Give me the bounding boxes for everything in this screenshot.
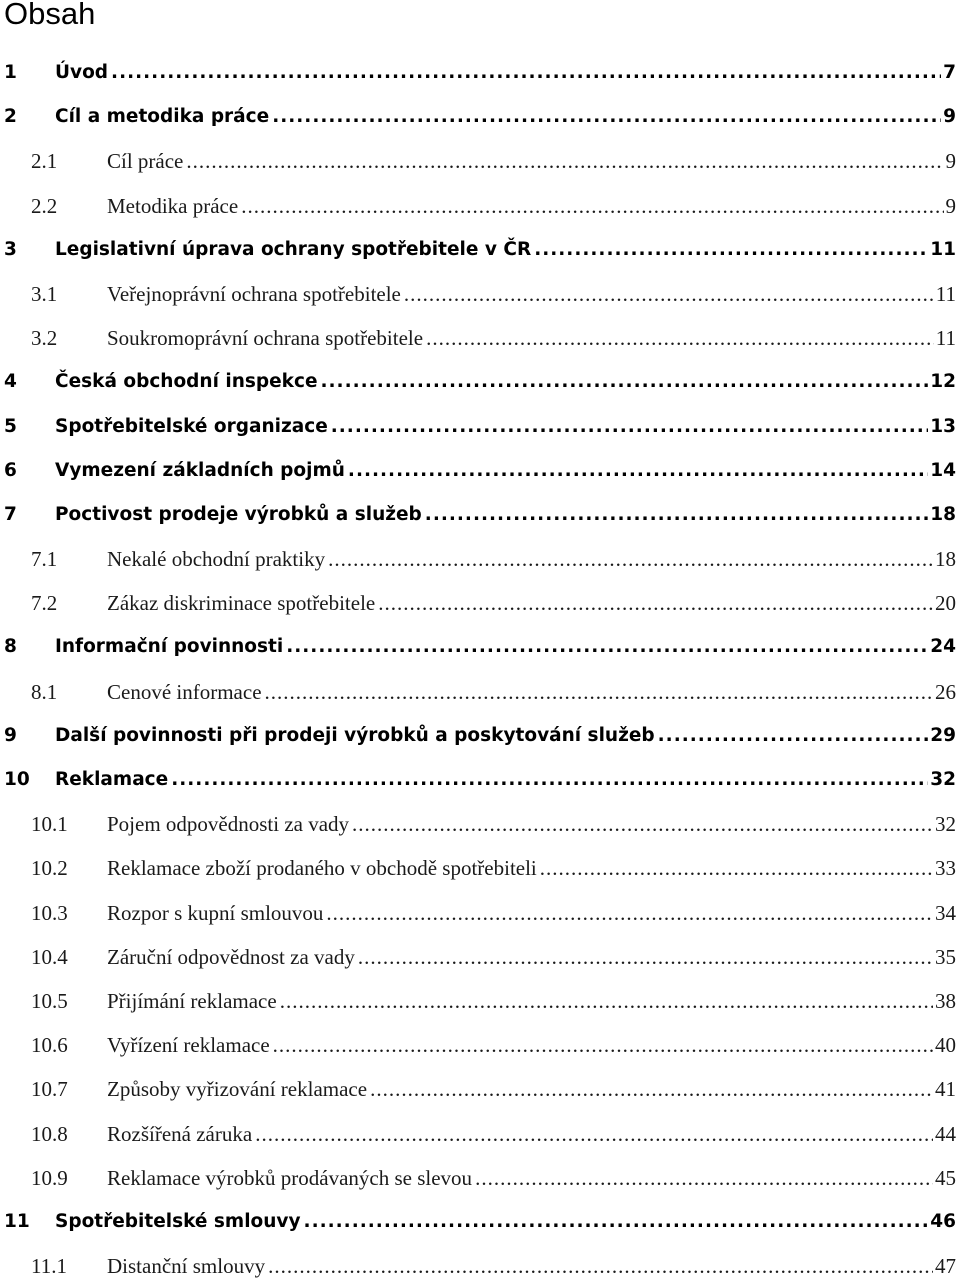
toc-entry-label: Soukromoprávní ochrana spotřebitele (107, 316, 426, 360)
toc-chapter-entry[interactable] (0, 449, 960, 493)
toc-entry-label: Informační povinnosti (55, 625, 286, 669)
toc-section-entry[interactable] (0, 1023, 960, 1067)
toc-entry-page-number: 11 (934, 272, 960, 316)
toc-entry-number: 7.2 (0, 581, 107, 625)
toc-entry-number: 10.4 (0, 935, 107, 979)
toc-entry-number: 1 (0, 51, 55, 95)
toc-dot-leader (426, 316, 934, 360)
toc-entry-page-number: 45 (933, 1156, 960, 1200)
toc-entry-number: 3.1 (0, 272, 107, 316)
toc-entry-number: 2 (0, 95, 55, 139)
toc-dot-leader (272, 95, 941, 139)
toc-entry-page-number: 9 (944, 139, 960, 183)
toc-entry-number: 10.5 (0, 979, 107, 1023)
toc-chapter-entry[interactable] (0, 51, 960, 95)
toc-entry-number: 7 (0, 493, 55, 537)
toc-entry-page-number: 41 (933, 1067, 960, 1111)
toc-entry-page-number: 24 (928, 625, 960, 669)
toc-section-entry[interactable] (0, 1112, 960, 1156)
toc-section-entry[interactable] (0, 1067, 960, 1111)
toc-entry-number: 10 (0, 758, 55, 802)
toc-entry-number: 2.1 (0, 139, 107, 183)
toc-entry-page-number: 18 (933, 537, 960, 581)
toc-entry-page-number: 14 (928, 449, 960, 493)
toc-section-entry[interactable] (0, 670, 960, 714)
toc-dot-leader (321, 360, 929, 404)
toc-dot-leader (358, 935, 933, 979)
toc-entry-number: 10.3 (0, 891, 107, 935)
toc-section-entry[interactable] (0, 581, 960, 625)
toc-entry-number: 7.1 (0, 537, 107, 581)
toc-entry-label: Přijímání reklamace (107, 979, 280, 1023)
toc-entry-number: 4 (0, 360, 55, 404)
toc-dot-leader (370, 1067, 933, 1111)
toc-dot-leader (328, 537, 933, 581)
toc-chapter-entry[interactable] (0, 758, 960, 802)
toc-entry-label: Cenové informace (107, 670, 265, 714)
toc-dot-leader (111, 51, 941, 95)
toc-entry-page-number: 13 (928, 405, 960, 449)
toc-dot-leader (186, 139, 943, 183)
toc-entry-label: Cíl a metodika práce (55, 95, 272, 139)
toc-entry-label: Další povinnosti při prodeji výrobků a poskytování služeb (55, 714, 658, 758)
toc-entry-label: Spotřebitelské smlouvy (55, 1200, 304, 1244)
toc-entry-number: 2.2 (0, 184, 107, 228)
toc-chapter-entry[interactable] (0, 493, 960, 537)
toc-section-entry[interactable] (0, 139, 960, 183)
toc-dot-leader (265, 670, 933, 714)
toc-entry-page-number: 47 (933, 1244, 960, 1288)
toc-entry-page-number: 32 (928, 758, 960, 802)
toc-dot-leader (171, 758, 928, 802)
toc-entry-number: 10.8 (0, 1112, 107, 1156)
toc-section-entry[interactable] (0, 935, 960, 979)
toc-section-entry[interactable] (0, 272, 960, 316)
toc-entry-number: 10.9 (0, 1156, 107, 1200)
toc-entry-page-number: 33 (933, 846, 960, 890)
toc-chapter-entry[interactable] (0, 228, 960, 272)
toc-section-entry[interactable] (0, 316, 960, 360)
toc-entry-label: Distanční smlouvy (107, 1244, 268, 1288)
toc-entry-number: 10.1 (0, 802, 107, 846)
toc-entry-page-number: 20 (933, 581, 960, 625)
toc-dot-leader (475, 1156, 933, 1200)
toc-entry-number: 10.7 (0, 1067, 107, 1111)
toc-entry-page-number: 18 (928, 493, 960, 537)
toc-section-entry[interactable] (0, 1244, 960, 1288)
toc-entry-page-number: 7 (941, 51, 960, 95)
toc-section-entry[interactable] (0, 891, 960, 935)
toc-section-entry[interactable] (0, 184, 960, 228)
toc-entry-page-number: 44 (933, 1112, 960, 1156)
toc-dot-leader (425, 493, 928, 537)
toc-section-entry[interactable] (0, 1156, 960, 1200)
toc-entry-page-number: 29 (928, 714, 960, 758)
toc-chapter-entry[interactable] (0, 625, 960, 669)
toc-dot-leader (268, 1244, 933, 1288)
toc-entry-page-number: 11 (928, 228, 960, 272)
toc-dot-leader (352, 802, 933, 846)
toc-entry-label: Reklamace zboží prodaného v obchodě spotřebiteli (107, 846, 540, 890)
toc-entry-label: Cíl práce (107, 139, 186, 183)
toc-chapter-entry[interactable] (0, 714, 960, 758)
toc-entry-page-number: 26 (933, 670, 960, 714)
toc-entry-page-number: 34 (933, 891, 960, 935)
toc-entry-label: Rozpor s kupní smlouvou (107, 891, 326, 935)
toc-entry-label: Nekalé obchodní praktiky (107, 537, 328, 581)
toc-section-entry[interactable] (0, 979, 960, 1023)
toc-entry-number: 10.6 (0, 1023, 107, 1067)
toc-entry-label: Metodika práce (107, 184, 241, 228)
toc-entry-label: Úvod (55, 51, 111, 95)
toc-entry-label: Záruční odpovědnost za vady (107, 935, 358, 979)
toc-entry-number: 6 (0, 449, 55, 493)
toc-chapter-entry[interactable] (0, 95, 960, 139)
toc-entry-number: 9 (0, 714, 55, 758)
toc-entry-label: Česká obchodní inspekce (55, 360, 321, 404)
toc-entry-page-number: 40 (933, 1023, 960, 1067)
toc-entry-page-number: 11 (934, 316, 960, 360)
table-of-contents (0, 51, 960, 1288)
toc-section-entry[interactable] (0, 802, 960, 846)
toc-entry-label: Legislativní úprava ochrany spotřebitele v ČR (55, 228, 534, 272)
toc-dot-leader (273, 1023, 933, 1067)
toc-entry-page-number: 46 (928, 1200, 960, 1244)
toc-dot-leader (280, 979, 933, 1023)
toc-entry-label: Veřejnoprávní ochrana spotřebitele (107, 272, 404, 316)
toc-entry-page-number: 38 (933, 979, 960, 1023)
toc-entry-number: 3 (0, 228, 55, 272)
toc-section-entry[interactable] (0, 846, 960, 890)
toc-entry-number: 11.1 (0, 1244, 107, 1288)
toc-entry-number: 3.2 (0, 316, 107, 360)
toc-dot-leader (658, 714, 929, 758)
toc-entry-page-number: 12 (928, 360, 960, 404)
toc-chapter-entry[interactable] (0, 1200, 960, 1244)
toc-chapter-entry[interactable] (0, 405, 960, 449)
toc-dot-leader (534, 228, 928, 272)
toc-entry-label: Pojem odpovědnosti za vady (107, 802, 352, 846)
toc-entry-number: 8.1 (0, 670, 107, 714)
toc-entry-label: Reklamace (55, 758, 171, 802)
toc-entry-label: Rozšířená záruka (107, 1112, 255, 1156)
toc-entry-page-number: 35 (933, 935, 960, 979)
page-title: Obsah (4, 0, 95, 34)
toc-entry-label: Způsoby vyřizování reklamace (107, 1067, 370, 1111)
toc-entry-label: Vyřízení reklamace (107, 1023, 273, 1067)
toc-entry-number: 10.2 (0, 846, 107, 890)
toc-dot-leader (241, 184, 943, 228)
toc-dot-leader (304, 1200, 929, 1244)
toc-entry-label: Poctivost prodeje výrobků a služeb (55, 493, 425, 537)
toc-dot-leader (378, 581, 933, 625)
toc-dot-leader (404, 272, 934, 316)
toc-dot-leader (255, 1112, 933, 1156)
toc-entry-number: 11 (0, 1200, 55, 1244)
toc-chapter-entry[interactable] (0, 360, 960, 404)
toc-entry-page-number: 32 (933, 802, 960, 846)
toc-entry-label: Spotřebitelské organizace (55, 405, 331, 449)
toc-dot-leader (286, 625, 928, 669)
toc-entry-label: Zákaz diskriminace spotřebitele (107, 581, 378, 625)
toc-entry-label: Reklamace výrobků prodávaných se slevou (107, 1156, 475, 1200)
toc-dot-leader (326, 891, 933, 935)
toc-dot-leader (540, 846, 933, 890)
toc-entry-page-number: 9 (944, 184, 960, 228)
toc-dot-leader (348, 449, 928, 493)
toc-section-entry[interactable] (0, 537, 960, 581)
toc-entry-page-number: 9 (941, 95, 960, 139)
toc-entry-number: 5 (0, 405, 55, 449)
toc-entry-label: Vymezení základních pojmů (55, 449, 348, 493)
toc-dot-leader (331, 405, 929, 449)
toc-entry-number: 8 (0, 625, 55, 669)
